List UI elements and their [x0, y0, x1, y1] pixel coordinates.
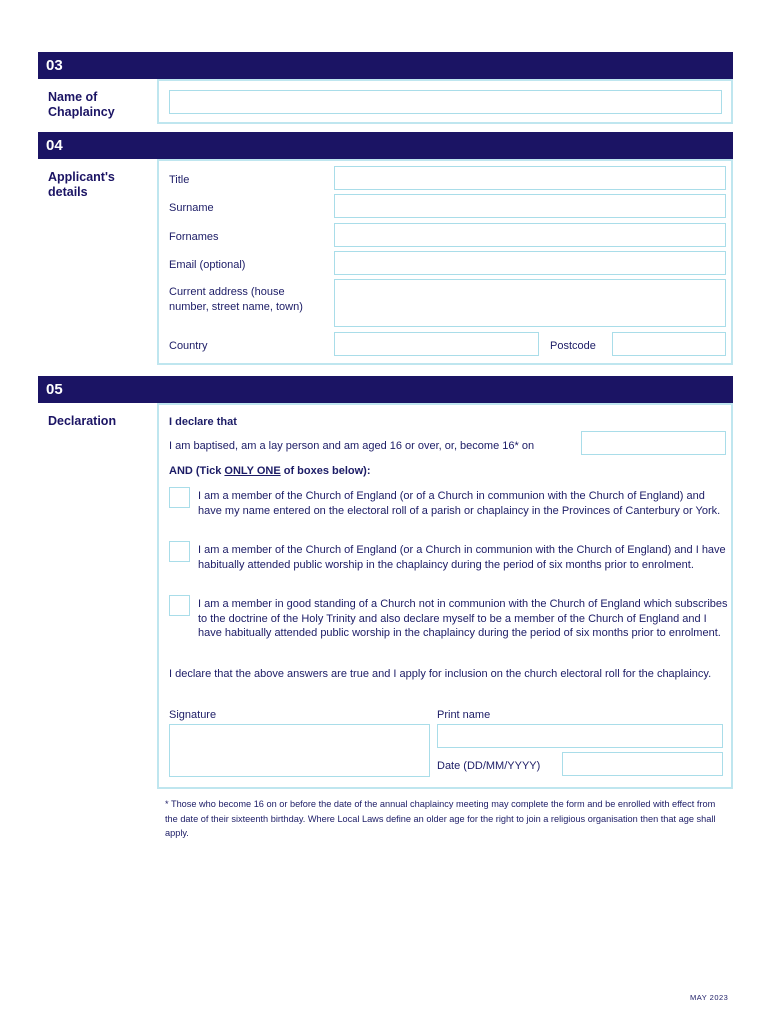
option-1-text: I am a member of the Church of England (or of a Church in communion with the Church of England) and have my name entered on the electoral roll of a parish or chaplaincy in the Provinces of Canterbury or York.	[198, 490, 721, 517]
email-label: Email (optional)	[169, 259, 246, 271]
address-field[interactable]	[334, 279, 726, 327]
become-16-date-field[interactable]	[581, 431, 726, 455]
section-03-header	[38, 52, 733, 79]
section-05-header	[38, 376, 733, 403]
section-04-number: 04	[46, 137, 63, 154]
signature-field[interactable]	[169, 724, 430, 777]
print-name-field[interactable]	[437, 724, 723, 748]
address-label: Current address (house number, street name, town)	[169, 286, 303, 313]
print-name-label: Print name	[437, 709, 491, 721]
title-field[interactable]	[334, 166, 726, 190]
postcode-field[interactable]	[612, 332, 726, 356]
section-04-header	[38, 132, 733, 159]
and-prefix: AND (Tick	[169, 465, 225, 477]
section-03-panel	[157, 79, 733, 124]
option-2-checkbox[interactable]	[169, 541, 190, 562]
country-label: Country	[169, 340, 208, 352]
title-label: Title	[169, 174, 190, 186]
surname-label: Surname	[169, 202, 214, 214]
footnote: * Those who become 16 on or before the date of the annual chaplaincy meeting may complete the form and be enrolled with effect from the date of their sixteenth birthday. Where Local Laws define an older age for the right to join a religious organisation then that age shall apply.	[165, 799, 716, 838]
section-05-label: Declaration	[48, 414, 117, 428]
section-03-label: Name of Chaplaincy	[48, 90, 115, 119]
fornames-label: Fornames	[169, 231, 219, 243]
option-1-checkbox[interactable]	[169, 487, 190, 508]
section-03-number: 03	[46, 57, 63, 74]
date-field[interactable]	[562, 752, 723, 776]
section-05-number: 05	[46, 381, 63, 398]
section-04-panel	[157, 159, 733, 365]
final-declaration: I declare that the above answers are true and I apply for inclusion on the church electoral roll for the chaplaincy.	[169, 668, 712, 680]
fornames-field[interactable]	[334, 223, 726, 247]
option-2-text: I am a member of the Church of England (or a Church in communion with the Church of England) and I have habitually attended public worship in the chaplaincy during the period of six months prior to enrolment.	[198, 544, 726, 571]
date-label: Date (DD/MM/YYYY)	[437, 760, 541, 772]
chaplaincy-name-field[interactable]	[169, 90, 722, 114]
and-instruction	[169, 464, 371, 479]
country-field[interactable]	[334, 332, 539, 356]
email-field[interactable]	[334, 251, 726, 275]
declare-heading: I declare that	[169, 416, 237, 428]
footer-date: MAY 2023	[690, 993, 729, 1002]
option-3-checkbox[interactable]	[169, 595, 190, 616]
option-3-text: I am a member in good standing of a Church not in communion with the Church of England which subscribes to the doctrine of the Holy Trinity and also declare myself to be a member of the Church of England and I have habitually attended public worship in the chaplaincy during the period of six months prior to enrolment.	[198, 598, 728, 639]
surname-field[interactable]	[334, 194, 726, 218]
signature-label: Signature	[169, 709, 217, 721]
only-one-emphasis: ONLY ONE	[224, 465, 281, 477]
section-04-label: Applicant's details	[48, 170, 115, 199]
postcode-label: Postcode	[550, 340, 596, 352]
and-suffix: of boxes below):	[280, 465, 371, 477]
baptised-statement: I am baptised, am a lay person and am aged 16 or over, or, become 16* on	[169, 440, 535, 452]
section-05-panel	[157, 403, 733, 789]
